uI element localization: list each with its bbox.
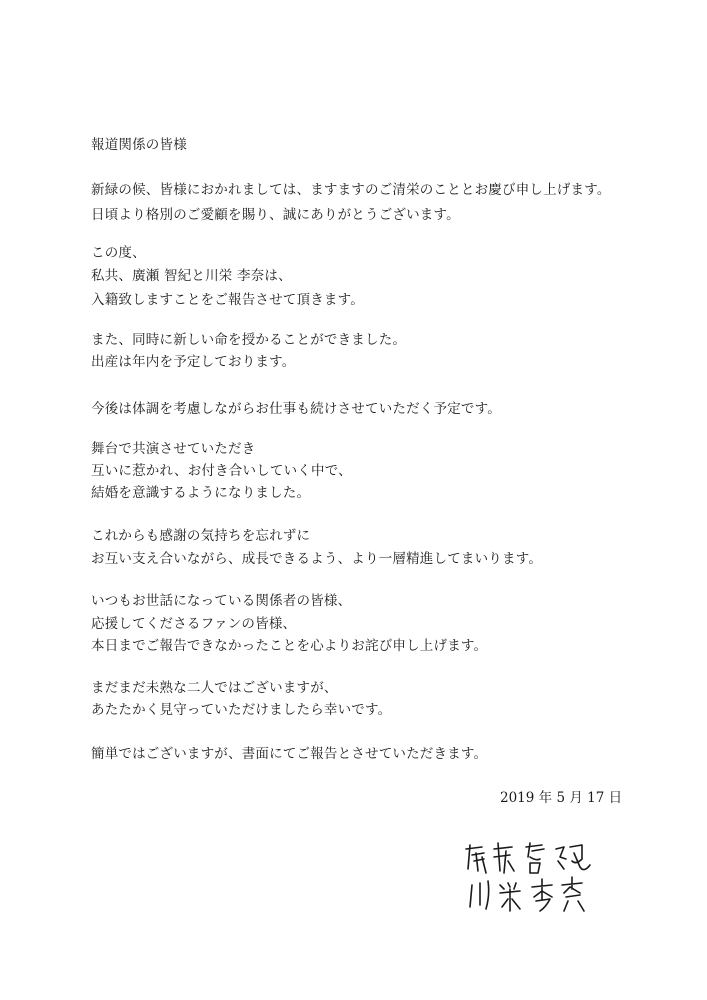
paragraph-5-line-2: 互いに惹かれ、お付き合いしていく中で、 [91, 463, 352, 479]
paragraph-2-line-1: この度、 [91, 245, 146, 261]
paragraph-7-line-1: いつもお世話になっている関係者の皆様、 [91, 593, 352, 609]
handwritten-signature [460, 835, 600, 915]
paragraph-8-line-1: まだまだ未熟な二人ではございますが、 [91, 680, 338, 696]
salutation: 報道関係の皆様 [91, 137, 187, 153]
paragraph-1-line-1: 新緑の候、皆様におかれましては、ますますのご清栄のこととお慶び申し上げます。 [91, 182, 611, 198]
paragraph-7-line-2: 応援してくださるファンの皆様、 [91, 616, 297, 632]
signature-drawing [460, 835, 600, 915]
paragraph-1-line-2: 日頃より格別のご愛顧を賜り、誠にありがとうございます。 [91, 207, 460, 223]
paragraph-3-line-2: 出産は年内を予定しております。 [91, 354, 296, 370]
paragraph-8-line-2: あたたかく見守っていただけましたら幸いです。 [91, 702, 392, 718]
paragraph-6-line-1: これからも感謝の気持ちを忘れずに [91, 528, 311, 544]
paragraph-6-line-2: お互い支え合いながら、成長できるよう、より一層精進してまいります。 [91, 551, 543, 567]
paragraph-4-line-1: 今後は体調を考慮しながらお仕事も続けさせていただく予定です。 [91, 401, 501, 417]
paragraph-3-line-1: また、同時に新しい命を授かることができました。 [91, 332, 407, 348]
paragraph-5-line-1: 舞台で共演させていただき [91, 441, 256, 457]
paragraph-9-line-1: 簡単ではございますが、書面にてご報告とさせていただきます。 [91, 746, 488, 762]
paragraph-2-line-3: 入籍致しますことをご報告させて頂きます。 [91, 292, 364, 308]
paragraph-7-line-3: 本日までご報告できなかったことを心よりお詫び申し上げます。 [91, 638, 488, 654]
paragraph-5-line-3: 結婚を意識するようになりました。 [91, 485, 311, 501]
letter-date: 2019 年 5 月 17 日 [500, 790, 623, 806]
paragraph-2-line-2: 私共、廣瀬 智紀と川栄 李奈は、 [91, 268, 292, 284]
